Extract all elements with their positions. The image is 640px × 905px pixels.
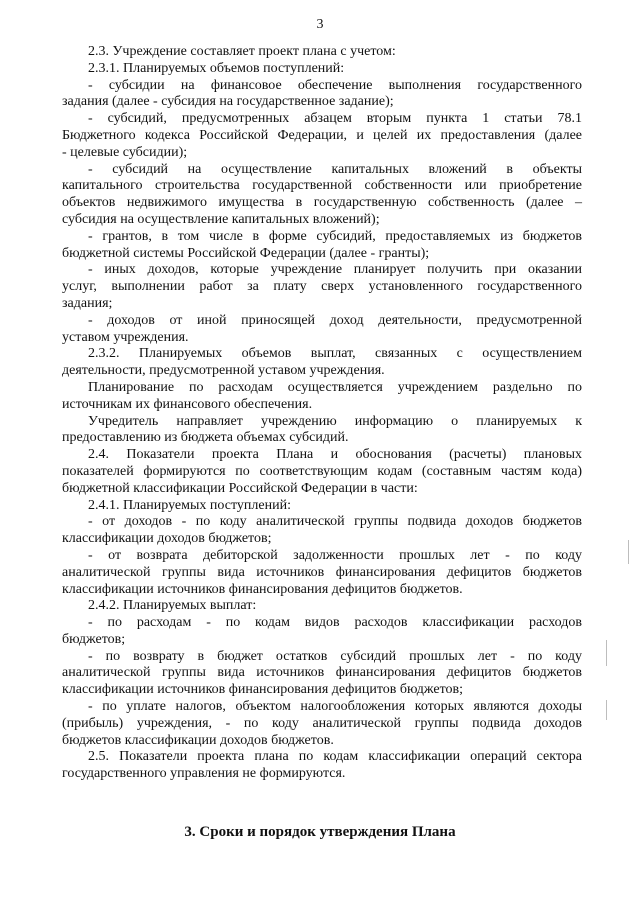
text-line: аналитической группы вида источников финансирования дефицитов бюджетов xyxy=(62,564,582,580)
scan-margin-mark xyxy=(606,640,607,666)
text-line: предоставлению из бюджета объемах субсидий. xyxy=(62,430,349,446)
text-line: показателей формируются по соответствующим кодам (составным частям кода) xyxy=(62,463,582,479)
text-line: источникам их финансового обеспечения. xyxy=(62,396,313,412)
text-line: бюджетов; xyxy=(62,631,126,647)
text-line: 2.3.2. Планируемых объемов выплат, связанных с осуществлением xyxy=(88,346,582,362)
scan-margin-mark xyxy=(628,540,629,564)
text-line: государственного управления не формируются. xyxy=(62,766,346,782)
text-line: 2.4.2. Планируемых выплат: xyxy=(88,598,257,614)
text-line: 2.4.1. Планируемых поступлений: xyxy=(88,497,291,513)
text-line: - от доходов - по коду аналитической группы подвида доходов бюджетов xyxy=(88,514,582,530)
scan-margin-mark xyxy=(606,700,607,720)
text-line: 2.5. Показатели проекта плана по кодам классификации операций сектора xyxy=(88,749,582,765)
text-line: капитального строительства государственной собственности или приобретение xyxy=(62,178,582,194)
text-line: классификации доходов бюджетов; xyxy=(62,531,272,547)
text-line: классификации источников финансирования дефицитов бюджетов. xyxy=(62,581,463,597)
text-line: (прибыль) учреждения, - по коду аналитической группы подвида доходов xyxy=(62,715,582,731)
text-line: бюджетной классификации Российской Федерации в части: xyxy=(62,480,418,496)
page-number: 3 xyxy=(316,17,324,32)
text-line: Бюджетного кодекса Российской Федерации, и целей их предоставления (далее xyxy=(62,127,582,143)
text-line: субсидия на осуществление капитальных вложений); xyxy=(62,211,380,227)
text-line: уставом учреждения. xyxy=(62,329,189,345)
text-line: задания (далее - субсидия на государственное задание); xyxy=(62,94,394,110)
text-line: - по возврату в бюджет остатков субсидий прошлых лет - по коду xyxy=(88,648,582,664)
text-line: аналитической группы вида источников финансирования дефицитов бюджетов xyxy=(62,665,582,681)
text-line: - доходов от иной приносящей доход деятельности, предусмотренной xyxy=(88,312,582,328)
text-line: бюджетной системы Российской Федерации (далее - гранты); xyxy=(62,245,430,261)
text-line: - иных доходов, которые учреждение планирует получить при оказании xyxy=(88,262,582,278)
text-line: бюджетов классификации доходов бюджетов. xyxy=(62,732,334,748)
document-body xyxy=(62,44,582,783)
text-line: 2.3. Учреждение составляет проект плана с учетом: xyxy=(88,44,396,59)
text-line: - субсидий, предусмотренных абзацем вторым пункта 1 статьи 78.1 xyxy=(88,111,582,127)
text-line: - от возврата дебиторской задолженности прошлых лет - по коду xyxy=(88,547,582,563)
text-line: - по уплате налогов, объектом налогообложения которых являются доходы xyxy=(88,699,582,715)
text-line: 2.4. Показатели проекта Плана и обоснования (расчеты) плановых xyxy=(88,447,582,463)
text-line: 2.3.1. Планируемых объемов поступлений: xyxy=(88,60,345,76)
text-line: Планирование по расходам осуществляется учреждением раздельно по xyxy=(88,379,582,395)
text-line: услуг, выполнении работ за плату сверх установленного государственного xyxy=(62,279,582,295)
text-line: - по расходам - по кодам видов расходов классификации расходов xyxy=(88,615,582,631)
section-heading: 3. Сроки и порядок утверждения Плана xyxy=(184,824,456,840)
text-line: классификации источников финансирования дефицитов бюджетов; xyxy=(62,682,464,698)
text-line: - субсидий на осуществление капитальных вложений в объекты xyxy=(88,161,582,177)
text-line: деятельности, предусмотренной уставом учреждения. xyxy=(62,363,385,379)
text-line: объектов недвижимого имущества в государственную собственность (далее – xyxy=(62,195,582,211)
text-line: - грантов, в том числе в форме субсидий, предоставляемых из бюджетов xyxy=(88,228,582,244)
text-line: Учредитель направляет учреждению информацию о планируемых к xyxy=(88,413,582,429)
text-line: задания; xyxy=(62,295,113,311)
text-line: - субсидии на финансовое обеспечение выполнения государственного xyxy=(88,77,582,93)
text-line: - целевые субсидии); xyxy=(62,144,188,160)
